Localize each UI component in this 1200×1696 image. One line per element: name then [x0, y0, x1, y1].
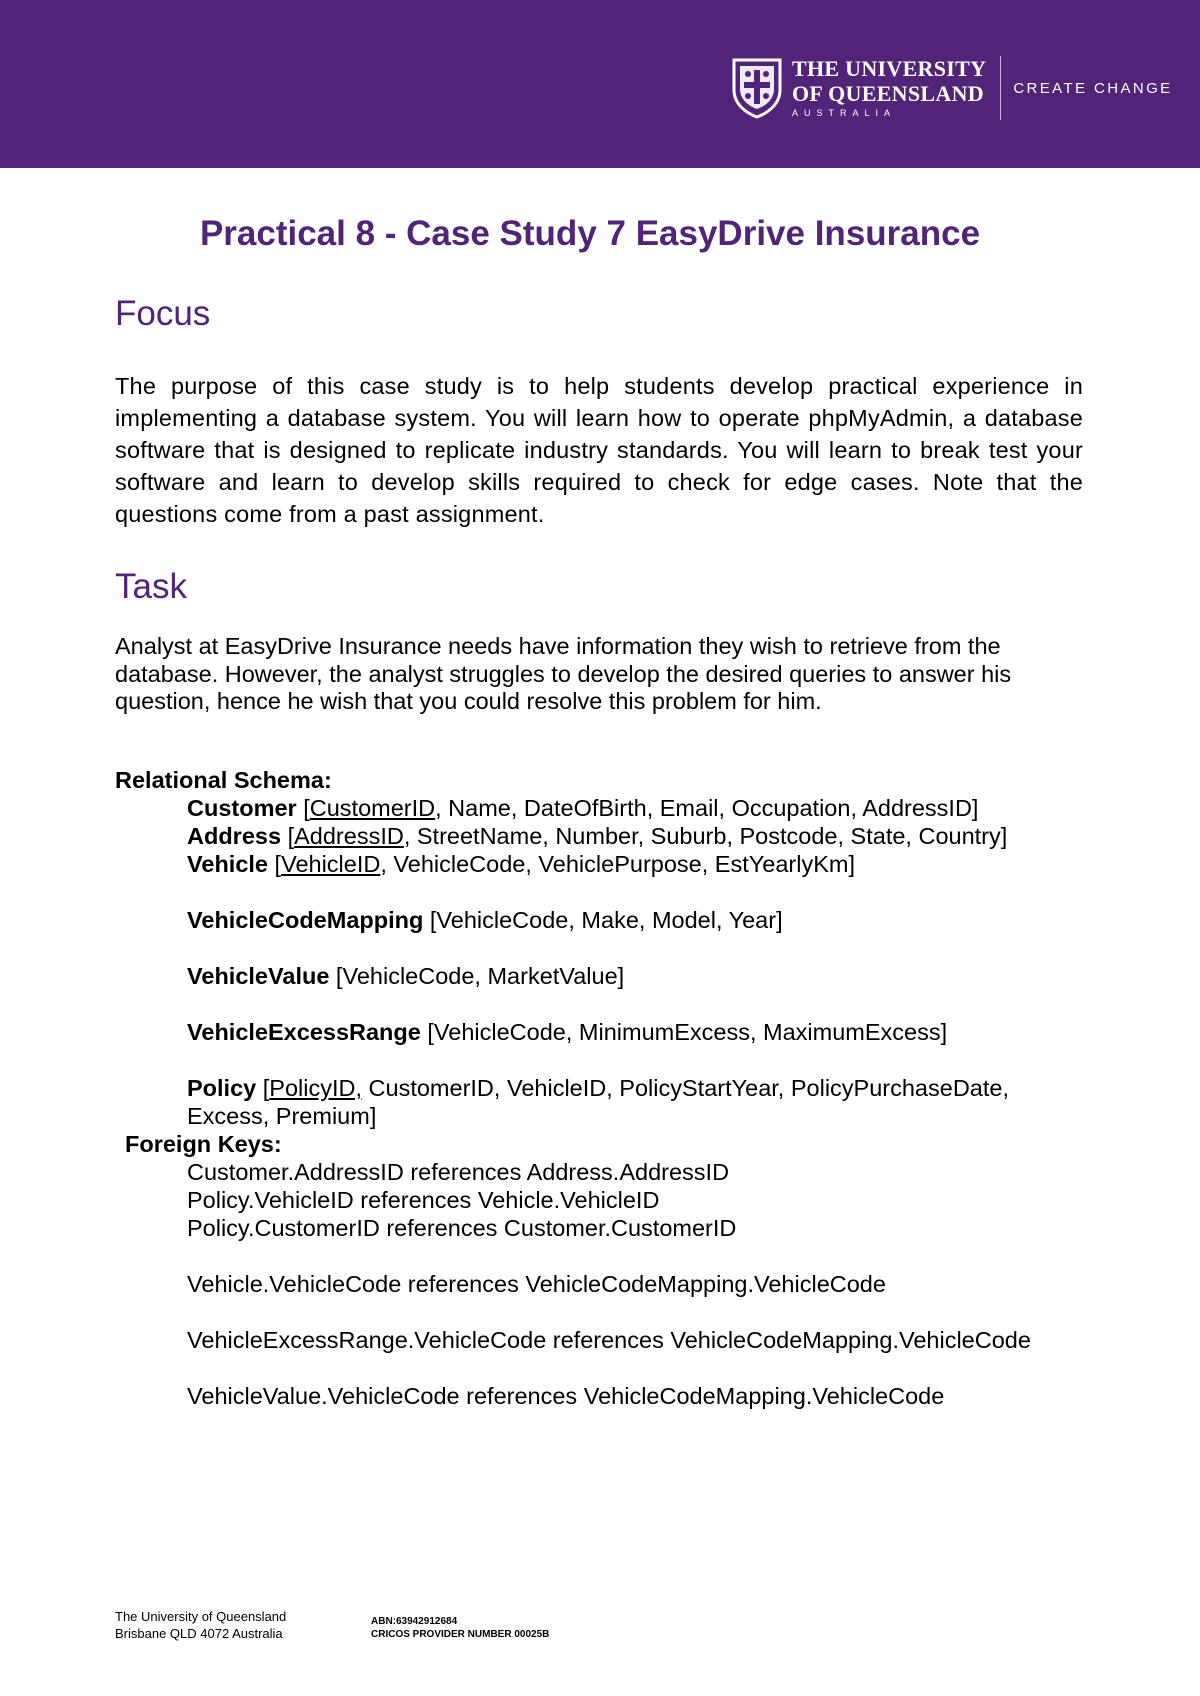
- bracket-open: [: [281, 823, 295, 849]
- bracket-open: [: [423, 907, 437, 933]
- foreign-key-item: Vehicle.VehicleCode references VehicleCodeMapping.VehicleCode: [187, 1271, 886, 1297]
- primary-key: PolicyID,: [269, 1075, 363, 1101]
- foreign-key-item: Customer.AddressID references Address.AddressID: [187, 1159, 730, 1185]
- bracket-open: [: [268, 851, 282, 877]
- footer-address: [115, 1608, 286, 1642]
- logo-line-3: AUSTRALIA: [792, 108, 897, 118]
- spacer: [115, 990, 1095, 1018]
- schema-table-row-continued: Excess, Premium]: [187, 1103, 377, 1129]
- tagline: CREATE CHANGE: [1013, 79, 1173, 97]
- bracket-open: [: [296, 795, 310, 821]
- document-title: Practical 8 - Case Study 7 EasyDrive Insurance: [199, 214, 981, 253]
- table-attributes: , VehicleCode, VehiclePurpose, EstYearlyKm]: [380, 851, 855, 877]
- table-name: Customer: [187, 795, 297, 821]
- footer-cricos: CRICOS PROVIDER NUMBER 00025B: [371, 1629, 550, 1640]
- spacer: [115, 1046, 1095, 1074]
- footer-address-line-2: Brisbane QLD 4072 Australia: [115, 1626, 283, 1641]
- schema-table-row: [115, 1018, 1095, 1046]
- table-name: Vehicle: [187, 851, 268, 877]
- footer-registration: [371, 1615, 549, 1641]
- schema-table-row: [115, 822, 1095, 850]
- table-attributes: , Name, DateOfBirth, Email, Occupation, AddressID]: [435, 795, 979, 821]
- header-banner: [0, 0, 1200, 168]
- spacer: [115, 934, 1095, 962]
- table-attributes: CustomerID, VehicleID, PolicyStartYear, PolicyPurchaseDate,: [362, 1075, 1009, 1101]
- uq-logo: [730, 54, 1173, 122]
- focus-heading: Focus: [115, 294, 211, 333]
- schema-table-row: [115, 794, 1095, 822]
- table-attributes: VehicleCode, MarketValue]: [342, 963, 625, 989]
- footer-abn: ABN:63942912684: [371, 1616, 458, 1627]
- uq-wordmark: [792, 56, 986, 120]
- logo-divider: [1000, 56, 1001, 120]
- bracket-open: [: [420, 1019, 434, 1045]
- foreign-key-item: Policy.VehicleID references Vehicle.VehicleID: [187, 1187, 660, 1213]
- foreign-key-item: Policy.CustomerID references Customer.CustomerID: [187, 1215, 737, 1241]
- spacer: [115, 1298, 1095, 1326]
- primary-key: AddressID: [294, 823, 404, 849]
- footer-address-line-1: The University of Queensland: [115, 1609, 287, 1624]
- foreign-key-item: VehicleValue.VehicleCode references VehicleCodeMapping.VehicleCode: [187, 1383, 945, 1409]
- primary-key: CustomerID: [309, 795, 436, 821]
- table-attributes: VehicleCode, Make, Model, Year]: [436, 907, 783, 933]
- schema-table-row: [115, 1074, 1095, 1102]
- relational-schema: [115, 766, 1095, 1410]
- schema-label: Relational Schema:: [115, 767, 332, 793]
- table-name: VehicleValue: [187, 963, 330, 989]
- table-attributes: , StreetName, Number, Suburb, Postcode, State, Country]: [403, 823, 1008, 849]
- table-name: Policy: [187, 1075, 257, 1101]
- logo-line-2: OF QUEENSLAND: [792, 81, 984, 106]
- schema-table-row: [115, 906, 1095, 934]
- schema-table-row: [115, 850, 1095, 878]
- primary-key: VehicleID: [281, 851, 381, 877]
- focus-paragraph: The purpose of this case study is to help students develop practical experience in implementing a database system. You will learn how to operate phpMyAdmin, a database software that is designed to replicate industry standards. You will learn to break test your software and learn to develop skills required to check for edge cases. Note that the questions come from a past assignment.: [115, 373, 1083, 527]
- task-paragraph: Analyst at EasyDrive Insurance needs have information they wish to retrieve from the database. However, the analyst struggles to develop the desired queries to answer his question, hence he wish that you could resolve this problem for him.: [115, 633, 1012, 714]
- foreign-key-item: VehicleExcessRange.VehicleCode references VehicleCodeMapping.VehicleCode: [187, 1327, 1031, 1353]
- spacer: [115, 878, 1095, 906]
- bracket-open: [: [256, 1075, 270, 1101]
- table-name: VehicleExcessRange: [187, 1019, 421, 1045]
- bracket-open: [: [329, 963, 343, 989]
- table-name: VehicleCodeMapping: [187, 907, 424, 933]
- spacer: [115, 1354, 1095, 1382]
- schema-table-row: [115, 962, 1095, 990]
- task-heading: Task: [115, 567, 187, 606]
- table-name: Address: [187, 823, 282, 849]
- logo-line-1: THE UNIVERSITY: [792, 56, 987, 81]
- foreign-keys-label: Foreign Keys:: [125, 1131, 282, 1157]
- table-attributes: VehicleCode, MinimumExcess, MaximumExcess]: [433, 1019, 948, 1045]
- spacer: [115, 1242, 1095, 1270]
- uq-crest-icon: [730, 56, 784, 120]
